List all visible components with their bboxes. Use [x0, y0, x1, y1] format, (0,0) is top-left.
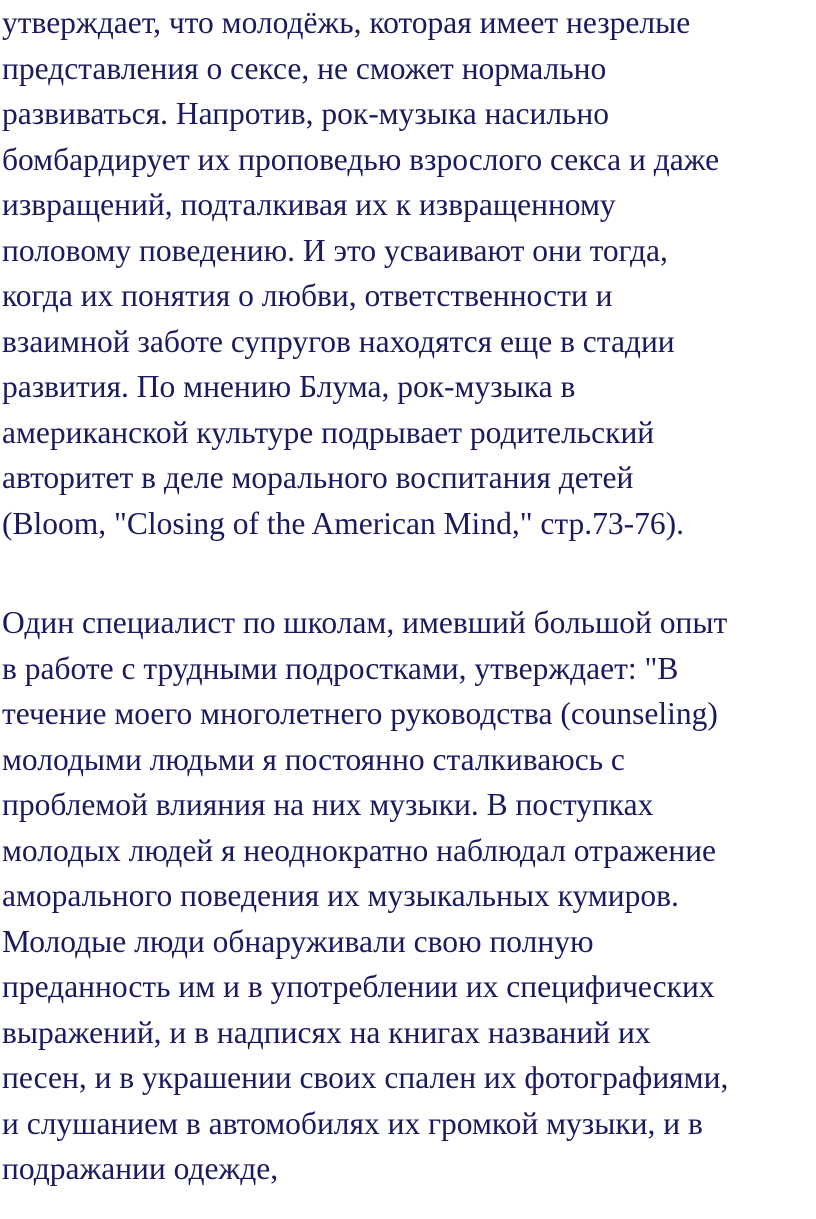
text-line: Молодые люди обнаруживали свою полную — [2, 923, 594, 959]
text-line: аморального поведения их музыкальных кумиров. — [2, 878, 679, 913]
text-line: молодых людей я неоднократно наблюдал отражение — [2, 832, 717, 868]
text-line: американской культуре подрывает родительский — [2, 414, 655, 450]
paragraph-1 — [2, 0, 719, 546]
text-line: проблемой влияния на них музыки. В поступках — [2, 787, 654, 822]
text-line: извращений, подталкивая их к извращенному — [2, 187, 616, 222]
text-line: подражании одежде, — [2, 1151, 279, 1186]
text-line: представления о сексе, не сможет нормально — [2, 50, 607, 86]
text-line: (Bloom, "Closing of the American Mind," стр.73-76). — [2, 505, 685, 541]
text-line: бомбардирует их проповедью взрослого секса и даже — [2, 141, 720, 177]
text-line: взаимной заботе супругов находятся еще в стадии — [2, 323, 675, 359]
text-line: когда их понятия о любви, ответственности и — [2, 278, 613, 313]
text-line: развития. По мнению Блума, рок-музыка в — [2, 369, 576, 404]
text-line: преданность им и в употреблении их специфических — [2, 969, 715, 1004]
text-line: песен, и в украшении своих спален их фотографиями, — [2, 1060, 729, 1095]
text-line: утверждает, что молодёжь, которая имеет незрелые — [2, 5, 691, 40]
text-line: авторитет в деле морального воспитания детей — [2, 460, 634, 495]
paragraph-2 — [2, 600, 728, 1192]
text-line: половому поведению. И это усваивают они тогда, — [2, 232, 668, 268]
text-line: течение моего многолетнего руководства (counseling) — [2, 696, 718, 731]
text-line: развиваться. Напротив, рок-музыка насильно — [2, 96, 610, 131]
text-line: Один специалист по школам, имевший большой опыт — [2, 605, 728, 640]
text-line: молодыми людьми я постоянно сталкиваюсь с — [2, 741, 625, 777]
text-line: и слушанием в автомобилях их громкой музыки, и в — [2, 1105, 703, 1141]
text-line: в работе с трудными подростками, утверждает: "В — [2, 650, 679, 686]
text-line: выражений, и в надписях на книгах названий их — [2, 1014, 651, 1050]
